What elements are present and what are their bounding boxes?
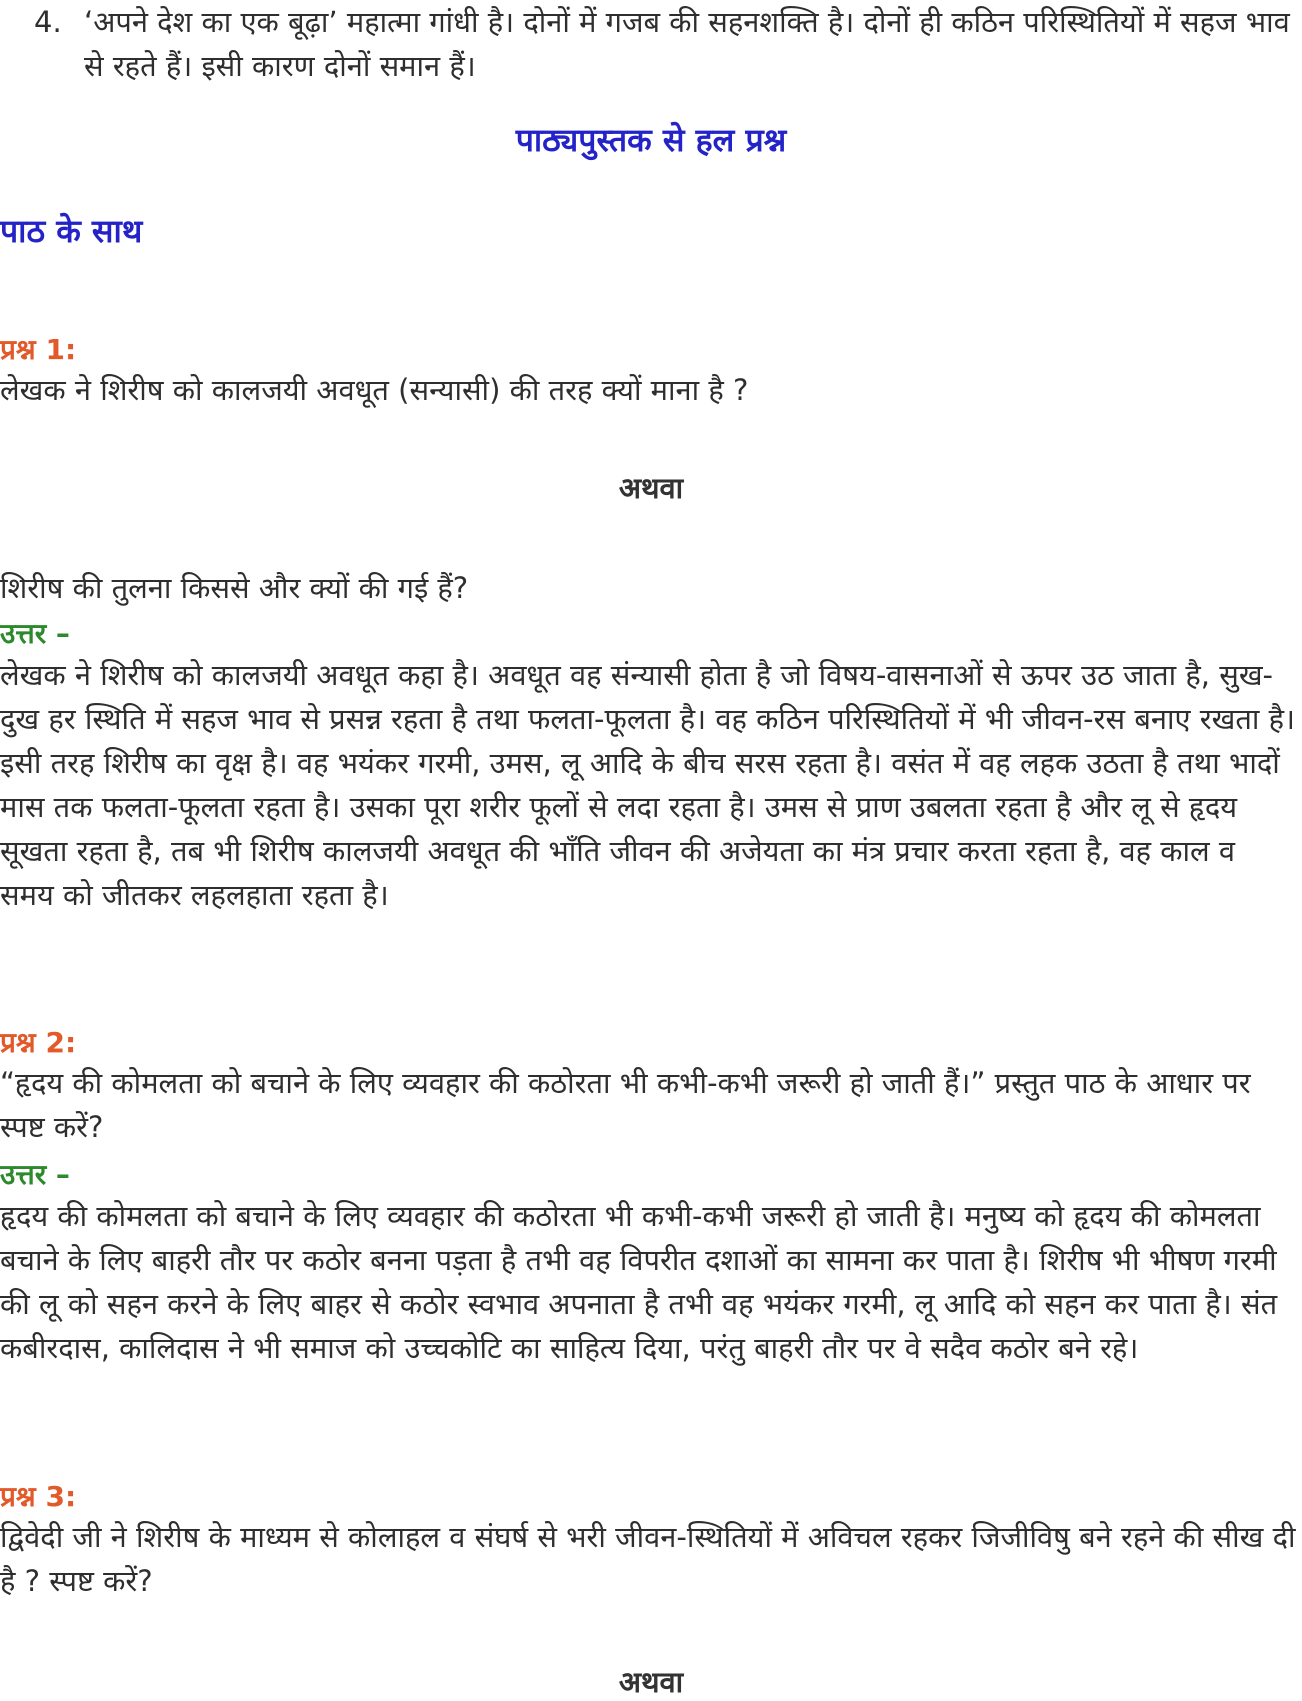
question-3-label: प्रश्न 3: xyxy=(0,1480,77,1513)
answer-1-label: उत्तर – xyxy=(0,617,70,650)
or-label-1: अथवा xyxy=(618,471,684,505)
answer-2-text: हृदय की कोमलता को बचाने के लिए व्यवहार की कठोरता भी कभी-कभी जरूरी हो जाती है। मनुष्य को हृदय की कोमलता बचाने के लिए बाहरी तौर पर कठोर बनना पड़ता है तभी वह विपरीत दशाओं का सामना कर पाता है। शिरीष भी भीषण गरमी की लू को सहन करने के लिए बाहर से कठोर स्वभाव अपनाता है तभी वह भयंकर गरमी, लू आदि को सहन कर पाता है। संत कबीरदास, कालिदास ने भी समाज को उच्चकोटि का साहित्य दिया, परंतु बाहरी तौर पर वे सदैव कठोर बने रहे। xyxy=(0,1199,1278,1365)
or-label-3: अथवा xyxy=(618,1665,684,1699)
question-2-text: “हृदय की कोमलता को बचाने के लिए व्यवहार की कठोरता भी कभी-कभी जरूरी हो जाती हैं।” प्रस्तुत पाठ के आधार पर स्पष्ट करें? xyxy=(0,1066,1251,1144)
list-item-text: ‘अपने देश का एक बूढ़ा’ महात्मा गांधी है। दोनों में गजब की सहनशक्ति है। दोनों ही कठिन परिस्थितियों में सहज भाव से रहते हैं। इसी कारण दोनों समान हैं। xyxy=(84,5,1290,83)
list-item-4 xyxy=(34,0,1294,88)
question-2-label: प्रश्न 2: xyxy=(0,1026,77,1059)
section-heading: पाठ के साथ xyxy=(0,212,143,250)
answer-2-label: उत्तर – xyxy=(0,1158,70,1191)
question-1-text: लेखक ने शिरीष को कालजयी अवधूत (सन्यासी) की तरह क्यों माना है ? xyxy=(0,373,749,407)
main-heading: पाठ्यपुस्तक से हल प्रश्न xyxy=(515,121,787,159)
question-3-text: द्विवेदी जी ने शिरीष के माध्यम से कोलाहल व संघर्ष से भरी जीवन-स्थितियों में अविचल रहकर जिजीविषु बने रहने की सीख दी है ? स्पष्ट करें? xyxy=(0,1520,1296,1598)
question-1-alt-text: शिरीष की तुलना किससे और क्यों की गई हैं? xyxy=(0,571,469,605)
question-1-label: प्रश्न 1: xyxy=(0,333,77,366)
list-item-number: 4. xyxy=(34,5,62,39)
answer-1-text: लेखक ने शिरीष को कालजयी अवधूत कहा है। अवधूत वह संन्यासी होता है जो विषय-वासनाओं से ऊपर उठ जाता है, सुख-दुख हर स्थिति में सहज भाव से प्रसन्न रहता है तथा फलता-फूलता है। वह कठिन परिस्थितियों में भी जीवन-रस बनाए रखता है। इसी तरह शिरीष का वृक्ष है। वह भयंकर गरमी, उमस, लू आदि के बीच सरस रहता है। वसंत में वह लहक उठता है तथा भादों मास तक फलता-फूलता रहता है। उसका पूरा शरीर फूलों से लदा रहता है। उमस से प्राण उबलता रहता है और लू से हृदय सूखता रहता है, तब भी शिरीष कालजयी अवधूत की भाँति जीवन की अजेयता का मंत्र प्रचार करता रहता है, वह काल व समय को जीतकर लहलहाता रहता है। xyxy=(0,658,1295,912)
